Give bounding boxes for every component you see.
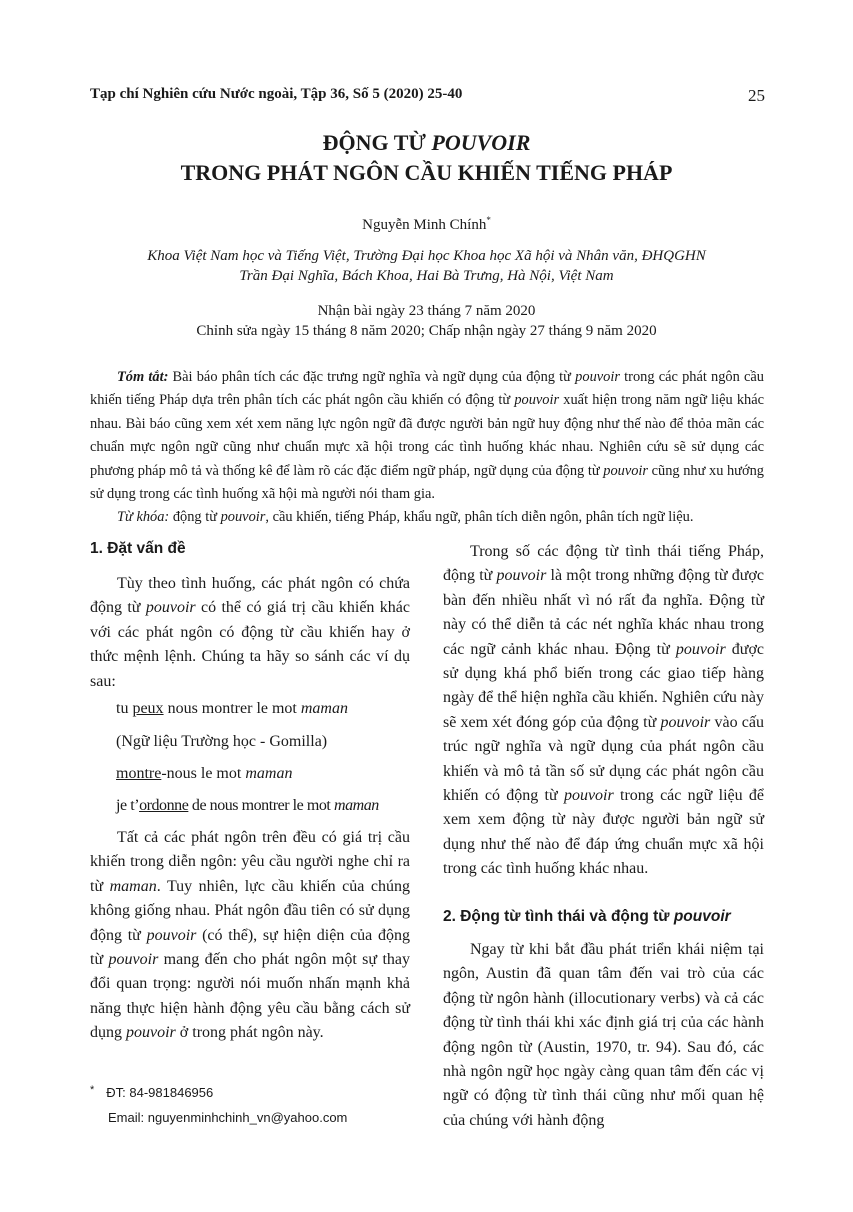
abstract-text: xuất hiện trong năm ngữ liệu khác nhau. Bài báo cũng xem xét xem năng lực ngôn ngữ đã được người bản ngữ huy động như thế nào để thỏa mãn các chuẩn mực ngôn ngữ cũng như chuẩn mực xã hội trong các tình huống khác nhau. Nghiên cứu sẽ sử dụng các phương pháp mô tả và thống kê để làm rõ các đặc điểm ngữ pháp, ngữ dụng của động từ (90, 392, 764, 479)
body-term: pouvoir (675, 640, 726, 658)
footnote-phone (90, 1085, 213, 1100)
keywords-text: , cầu khiến, tiếng Pháp, khẩu ngữ, phân tích diễn ngôn, phân tích ngữ liệu. (265, 509, 694, 525)
heading-term: pouvoir (673, 908, 731, 925)
body-term: pouvoir (146, 926, 197, 944)
body-text: (có thể), sự hiện diện của động từ (90, 926, 411, 969)
example-text: tu (116, 700, 133, 717)
abstract-label: Tóm tắt: (117, 369, 169, 385)
example-term: maman (333, 797, 379, 814)
abstract-term: pouvoir (575, 369, 620, 385)
example-term: maman (245, 765, 293, 782)
right-paragraph-1 (443, 540, 764, 882)
page-number: 25 (748, 86, 765, 105)
keywords-text: động từ (169, 509, 221, 525)
example-underlined: montre (116, 765, 162, 782)
example-2 (116, 765, 292, 783)
affiliation-line2: Trần Đại Nghĩa, Bách Khoa, Hai Bà Trưng, Hà Nội, Việt Nam (239, 268, 614, 284)
body-text: Tất cả các phát ngôn trên đều có giá trị cầu khiến trong diễn ngôn: yêu cầu người nghe chỉ ra từ (90, 829, 410, 895)
body-term: pouvoir (126, 1024, 176, 1042)
abstract-text: cũng như xu hướng sử dụng trong các tình huống xã hội mà người nói tham gia. (90, 462, 764, 503)
example-source: (Ngữ liệu Trường học - Gomilla) (116, 733, 328, 750)
body-text: Tùy theo tình huống, các phát ngôn có chứa động từ (90, 575, 410, 617)
keywords (90, 506, 764, 529)
body-text: có thể có giá trị cầu khiến khác với các phát ngôn có động từ cầu khiến hay ở thức mệnh lệnh. Chúng ta hãy so sánh các ví dụ sau: (90, 599, 410, 690)
left-paragraph-2 (90, 826, 410, 1046)
journal-header: Tạp chí Nghiên cứu Nước ngoài, Tập 36, Số 5 (2020) 25-40 (90, 86, 463, 102)
body-text: . Tuy nhiên, lực cầu khiến của chúng không giống nhau. Phát ngôn đầu tiên có sử dụng động từ (90, 877, 410, 944)
example-3 (116, 797, 379, 815)
article-title-line1 (0, 130, 853, 156)
title-prefix: ĐỘNG TỪ (322, 130, 432, 155)
right-paragraph-2 (443, 938, 764, 1133)
example-text: nous montrer le mot (163, 700, 301, 717)
revised-accepted-date: Chỉnh sửa ngày 15 tháng 8 năm 2020; Chấp nhận ngày 27 tháng 9 năm 2020 (196, 323, 657, 339)
footnote-marker: * (90, 1084, 95, 1096)
author-marker: * (486, 215, 491, 225)
example-1 (116, 700, 348, 718)
body-term: pouvoir (108, 951, 159, 969)
body-text: ở trong phát ngôn này. (175, 1024, 324, 1042)
body-term: pouvoir (660, 713, 711, 731)
body-term: pouvoir (496, 567, 547, 585)
body-term: pouvoir (563, 787, 614, 805)
body-text: trong các ngữ liệu để xem xem động từ này được người bản ngữ sử dụng như thế nào để đáp ứng chuẩn mực xã hội trong các tình huống khác nhau. (443, 787, 765, 878)
body-text: Trong số các động từ tình thái tiếng Pháp, động từ (443, 543, 764, 585)
affiliation-line1: Khoa Việt Nam học và Tiếng Việt, Trường Đại học Khoa học Xã hội và Nhân văn, ĐHQGHN (147, 248, 706, 264)
author (0, 215, 853, 234)
left-paragraph-1 (90, 572, 410, 694)
section-heading-1: 1. Đặt vấn đề (90, 540, 186, 557)
abstract-text: Bài báo phân tích các đặc trưng ngữ nghĩa và ngữ dụng của động từ (168, 369, 576, 385)
example-text: je t’ (116, 797, 140, 814)
body-text: được sử dụng khá phổ biến trong các giao tiếp hàng ngày để thể hiện nghĩa cầu khiến. Nghiên cứu này sẽ xem xét đóng góp của động từ (443, 640, 765, 731)
footnote-phone-text: ĐT: 84-981846956 (106, 1085, 214, 1100)
article-title-line2: TRONG PHÁT NGÔN CẦU KHIẾN TIẾNG PHÁP (180, 160, 673, 185)
body-term: maman (109, 877, 157, 895)
body-term: pouvoir (145, 599, 196, 617)
abstract-term: pouvoir (514, 392, 560, 409)
example-term: maman (300, 700, 348, 717)
abstract (90, 366, 764, 506)
example-underlined: peux (132, 700, 164, 717)
example-underlined: ordonne (139, 797, 189, 814)
keywords-term: pouvoir (220, 509, 266, 525)
example-text: -nous le mot (161, 765, 246, 782)
abstract-text: trong các phát ngôn cầu khiến tiếng Pháp dựa trên phân tích các phát ngôn cầu khiến có động từ (90, 369, 764, 409)
body-text: là một trong những động từ được bàn đến nhiều nhất vì nó rất đa nghĩa. Động từ này có thể diễn tả các nét nghĩa khác nhau trong các ngữ cảnh khác nhau. Động từ (443, 567, 764, 658)
example-text: de nous montrer le mot (188, 797, 334, 814)
footnote-email: Email: nguyenminhchinh_vn@yahoo.com (108, 1110, 348, 1125)
body-text: mang đến cho phát ngôn một sự thay đổi quan trọng: người nói muốn nhấn mạnh khả năng thực hiện hành động yêu cầu bằng cách sử dụng (90, 951, 410, 1042)
received-date: Nhận bài ngày 23 tháng 7 năm 2020 (317, 303, 536, 319)
author-name: Nguyễn Minh Chính (362, 217, 487, 233)
keywords-label: Từ khóa: (117, 509, 170, 525)
body-text: Ngay từ khi bắt đầu phát triển khái niệm tại ngôn, Austin đã quan tâm đến vai trò của các động từ ngôn hành (illocutionary verbs) và cả các động từ tình thái khi xác định giá trị của các hành động ngôn từ (Austin, 1970, tr. 94). Sau đó, các nhà ngôn ngữ học ngày càng quan tâm đến các vị ngữ có động từ tình thái cũng như mối quan hệ của chúng với hành động (443, 941, 764, 1129)
body-text: vào cấu trúc ngữ nghĩa và ngữ dụng của phát ngôn cầu khiến và mô tả tần số sử dụng các phát ngôn cầu khiến có động từ (443, 713, 764, 805)
heading-text: 2. Động từ tình thái và động từ (443, 908, 674, 925)
section-heading-2 (443, 908, 731, 926)
title-italic: POUVOIR (431, 130, 531, 155)
abstract-term: pouvoir (603, 462, 649, 479)
